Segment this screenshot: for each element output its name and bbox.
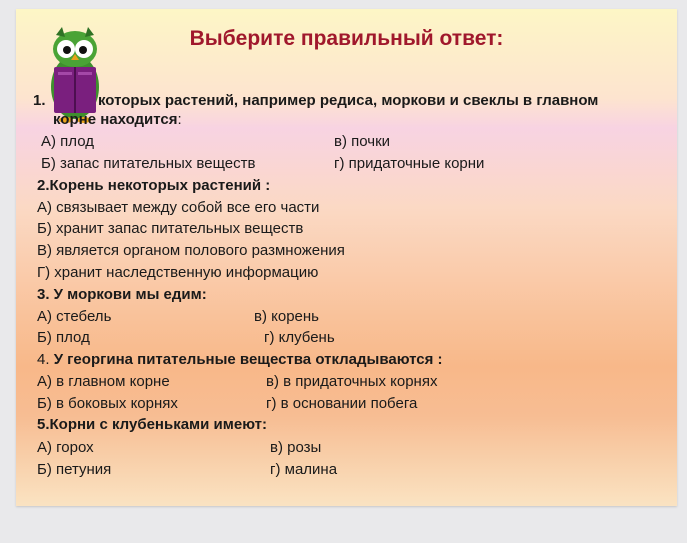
q1-text-line1: которых растений, например редиса, моркови и свеклы в главном (98, 92, 599, 109)
q4-option-a: А) в главном корне (37, 373, 170, 390)
quiz-slide (16, 9, 677, 506)
q1-option-a: А) плод (41, 133, 94, 150)
q5-option-a: А) горох (37, 439, 94, 456)
q4-heading-bold: У георгина питательные вещества откладываются : (53, 351, 443, 368)
q1-option-b: Б) запас питательных веществ (41, 155, 256, 172)
q4-heading (37, 351, 443, 369)
slide-title: Выберите правильный ответ: (189, 27, 504, 50)
q1-number: 1. (33, 92, 46, 109)
q5-option-g: г) малина (270, 461, 338, 478)
q3-option-g: г) клубень (264, 329, 335, 346)
q1-text-line2 (53, 111, 182, 129)
q5-option-v: в) розы (270, 439, 322, 456)
q4-option-g: г) в основании побега (266, 395, 418, 412)
q3-heading: 3. У моркови мы едим: (37, 286, 207, 303)
q1-text-line2-tail: : (177, 111, 182, 128)
q3-option-a: А) стебель (37, 308, 112, 325)
q5-option-b: Б) петуния (37, 461, 112, 478)
q1-option-v: в) почки (334, 133, 391, 150)
q3-option-b: Б) плод (37, 329, 90, 346)
q5-heading: 5.Корни с клубеньками имеют: (37, 416, 267, 433)
q4-heading-prefix: 4. (37, 351, 54, 368)
q1-option-g: г) придаточные корни (334, 155, 485, 172)
q4-option-b: Б) в боковых корнях (37, 395, 178, 412)
q3-option-v: в) корень (254, 308, 319, 325)
q1-text-line2-bold: корне находится (53, 111, 178, 128)
q2-option-a: А) связывает между собой все его части (37, 199, 320, 216)
q2-option-g: Г) хранит наследственную информацию (37, 264, 319, 281)
q4-option-v: в) в придаточных корнях (266, 373, 438, 390)
q2-option-b: Б) хранит запас питательных веществ (37, 220, 304, 237)
q2-heading: 2.Корень некоторых растений : (37, 177, 271, 194)
q2-option-v: В) является органом полового размножения (37, 242, 345, 259)
